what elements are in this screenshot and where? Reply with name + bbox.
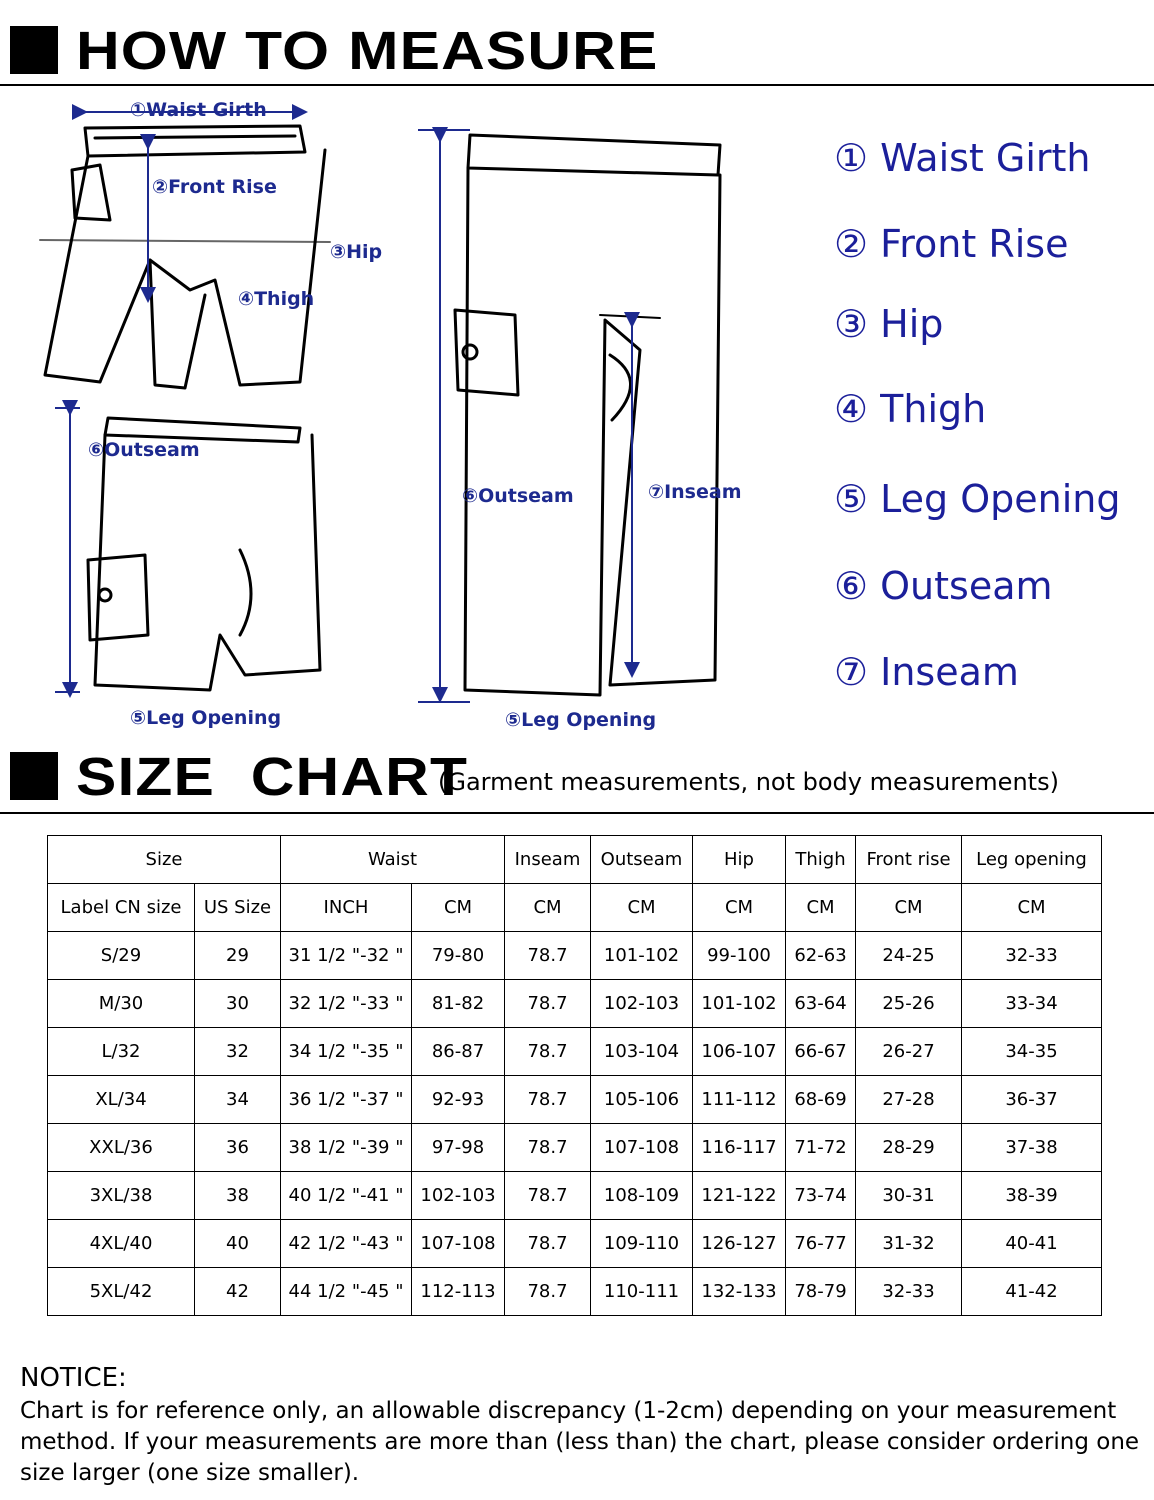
legend-item: ④ Thigh	[834, 387, 987, 431]
table-cell: 102-103	[591, 980, 693, 1028]
table-cell: 40 1/2 "-41 "	[281, 1172, 412, 1220]
table-row	[48, 1172, 1102, 1220]
table-cell: 32	[195, 1028, 281, 1076]
header-front-rise: Front rise	[856, 836, 962, 884]
table-cell: 132-133	[693, 1268, 786, 1316]
leg-opening-long-label: ⑤Leg Opening	[505, 709, 657, 731]
table-cell: XL/34	[48, 1076, 195, 1124]
table-cell: 106-107	[693, 1028, 786, 1076]
table-row	[48, 1268, 1102, 1316]
notice-section	[20, 1360, 1150, 1489]
table-row	[48, 1076, 1102, 1124]
table-cell: 38 1/2 "-39 "	[281, 1124, 412, 1172]
table-cell: 36	[195, 1124, 281, 1172]
header-square-icon	[10, 26, 58, 74]
table-cell: 24-25	[856, 932, 962, 980]
legend-item: ⑥ Outseam	[834, 564, 1053, 608]
table-cell: 30-31	[856, 1172, 962, 1220]
thigh-label: ④Thigh	[238, 288, 315, 310]
table-cell: 30	[195, 980, 281, 1028]
front-rise-label: ②Front Rise	[152, 176, 277, 198]
table-row	[48, 932, 1102, 980]
table-cell: 78-79	[786, 1268, 856, 1316]
table-cell: 73-74	[786, 1172, 856, 1220]
hip-label: ③Hip	[330, 241, 383, 263]
table-cell: 103-104	[591, 1028, 693, 1076]
table-cell: 97-98	[412, 1124, 505, 1172]
subheader-cell: Label CN size	[48, 884, 195, 932]
outseam-long-label: ⑥Outseam	[462, 485, 574, 507]
table-cell: 78.7	[505, 1268, 591, 1316]
table-cell: 34	[195, 1076, 281, 1124]
table-row	[48, 1124, 1102, 1172]
table-cell: 28-29	[856, 1124, 962, 1172]
subheader-cell: CM	[412, 884, 505, 932]
table-cell: 101-102	[591, 932, 693, 980]
table-cell: 32 1/2 "-33 "	[281, 980, 412, 1028]
table-cell: 76-77	[786, 1220, 856, 1268]
notice-title: NOTICE:	[20, 1363, 127, 1393]
table-cell: 36-37	[962, 1076, 1102, 1124]
header-size: Size	[48, 836, 281, 884]
subheader-cell: US Size	[195, 884, 281, 932]
table-cell: 33-34	[962, 980, 1102, 1028]
pants-illustration	[0, 90, 800, 740]
header-hip: Hip	[693, 836, 786, 884]
table-cell: 42	[195, 1268, 281, 1316]
legend-item: ⑦ Inseam	[834, 650, 1019, 694]
table-row	[48, 1220, 1102, 1268]
table-row	[48, 1028, 1102, 1076]
size-chart-title: SIZE CHART	[76, 747, 469, 807]
table-cell: S/29	[48, 932, 195, 980]
table-cell: 66-67	[786, 1028, 856, 1076]
table-subheader-row	[48, 884, 1102, 932]
table-cell: 71-72	[786, 1124, 856, 1172]
table-cell: 107-108	[591, 1124, 693, 1172]
table-cell: 78.7	[505, 980, 591, 1028]
table-cell: 44 1/2 "-45 "	[281, 1268, 412, 1316]
table-cell: 78.7	[505, 932, 591, 980]
table-cell: 99-100	[693, 932, 786, 980]
table-cell: 102-103	[412, 1172, 505, 1220]
table-cell: 105-106	[591, 1076, 693, 1124]
table-cell: 32-33	[856, 1268, 962, 1316]
table-cell: XXL/36	[48, 1124, 195, 1172]
header-thigh: Thigh	[786, 836, 856, 884]
table-cell: 79-80	[412, 932, 505, 980]
table-cell: M/30	[48, 980, 195, 1028]
table-cell: 41-42	[962, 1268, 1102, 1316]
legend-item: ② Front Rise	[834, 222, 1069, 266]
table-cell: 62-63	[786, 932, 856, 980]
table-cell: 86-87	[412, 1028, 505, 1076]
table-cell: 81-82	[412, 980, 505, 1028]
table-cell: 25-26	[856, 980, 962, 1028]
table-cell: 126-127	[693, 1220, 786, 1268]
leg-opening-short-label: ⑤Leg Opening	[130, 707, 282, 729]
legend-item: ⑤ Leg Opening	[834, 477, 1121, 521]
waist-girth-label: ①Waist Girth	[130, 99, 267, 121]
table-cell: 34-35	[962, 1028, 1102, 1076]
table-cell: 29	[195, 932, 281, 980]
table-header-row	[48, 836, 1102, 884]
subheader-cell: CM	[505, 884, 591, 932]
table-cell: 112-113	[412, 1268, 505, 1316]
table-cell: 92-93	[412, 1076, 505, 1124]
table-cell: 26-27	[856, 1028, 962, 1076]
table-cell: 27-28	[856, 1076, 962, 1124]
table-cell: 31-32	[856, 1220, 962, 1268]
header-waist: Waist	[281, 836, 505, 884]
table-cell: 107-108	[412, 1220, 505, 1268]
table-cell: 78.7	[505, 1172, 591, 1220]
table-row	[48, 980, 1102, 1028]
table-cell: 78.7	[505, 1076, 591, 1124]
header-outseam: Outseam	[591, 836, 693, 884]
subheader-cell: CM	[591, 884, 693, 932]
outseam-short-label: ⑥Outseam	[88, 439, 200, 461]
header-leg-opening: Leg opening	[962, 836, 1102, 884]
table-cell: 42 1/2 "-43 "	[281, 1220, 412, 1268]
table-cell: 63-64	[786, 980, 856, 1028]
table-cell: 38	[195, 1172, 281, 1220]
table-cell: 40	[195, 1220, 281, 1268]
table-cell: 37-38	[962, 1124, 1102, 1172]
table-cell: 78.7	[505, 1220, 591, 1268]
header-square-icon	[10, 752, 58, 800]
table-cell: 78.7	[505, 1124, 591, 1172]
table-cell: 108-109	[591, 1172, 693, 1220]
size-chart-table	[47, 835, 1102, 1316]
table-cell: 5XL/42	[48, 1268, 195, 1316]
header-inseam: Inseam	[505, 836, 591, 884]
notice-body: Chart is for reference only, an allowable discrepancy (1-2cm) depending on your measurement method. If your measurements are more than (less than) the chart, please consider ordering one size larger (one size smaller).	[20, 1398, 1140, 1486]
legend-item: ① Waist Girth	[834, 136, 1091, 180]
table-cell: 109-110	[591, 1220, 693, 1268]
table-body	[48, 932, 1102, 1316]
subheader-cell: INCH	[281, 884, 412, 932]
header-divider	[0, 812, 1154, 814]
table-cell: 34 1/2 "-35 "	[281, 1028, 412, 1076]
table-cell: 101-102	[693, 980, 786, 1028]
measurement-diagram	[0, 90, 800, 740]
table-cell: 68-69	[786, 1076, 856, 1124]
table-cell: 32-33	[962, 932, 1102, 980]
size-chart-subtitle: (Garment measurements, not body measurements)	[438, 768, 1059, 796]
size-chart-header	[0, 746, 1154, 816]
table-cell: 3XL/38	[48, 1172, 195, 1220]
table-cell: 110-111	[591, 1268, 693, 1316]
subheader-cell: CM	[962, 884, 1102, 932]
how-to-measure-header	[0, 22, 1154, 88]
table-cell: 31 1/2 "-32 "	[281, 932, 412, 980]
table-cell: 40-41	[962, 1220, 1102, 1268]
table-cell: 111-112	[693, 1076, 786, 1124]
subheader-cell: CM	[693, 884, 786, 932]
table-cell: L/32	[48, 1028, 195, 1076]
table-cell: 116-117	[693, 1124, 786, 1172]
subheader-cell: CM	[786, 884, 856, 932]
inseam-long-label: ⑦Inseam	[648, 481, 742, 503]
table-cell: 38-39	[962, 1172, 1102, 1220]
table-cell: 36 1/2 "-37 "	[281, 1076, 412, 1124]
legend-item: ③ Hip	[834, 302, 944, 346]
table-cell: 78.7	[505, 1028, 591, 1076]
table-cell: 4XL/40	[48, 1220, 195, 1268]
table-cell: 121-122	[693, 1172, 786, 1220]
how-to-measure-title: HOW TO MEASURE	[76, 21, 659, 81]
subheader-cell: CM	[856, 884, 962, 932]
header-divider	[0, 84, 1154, 86]
